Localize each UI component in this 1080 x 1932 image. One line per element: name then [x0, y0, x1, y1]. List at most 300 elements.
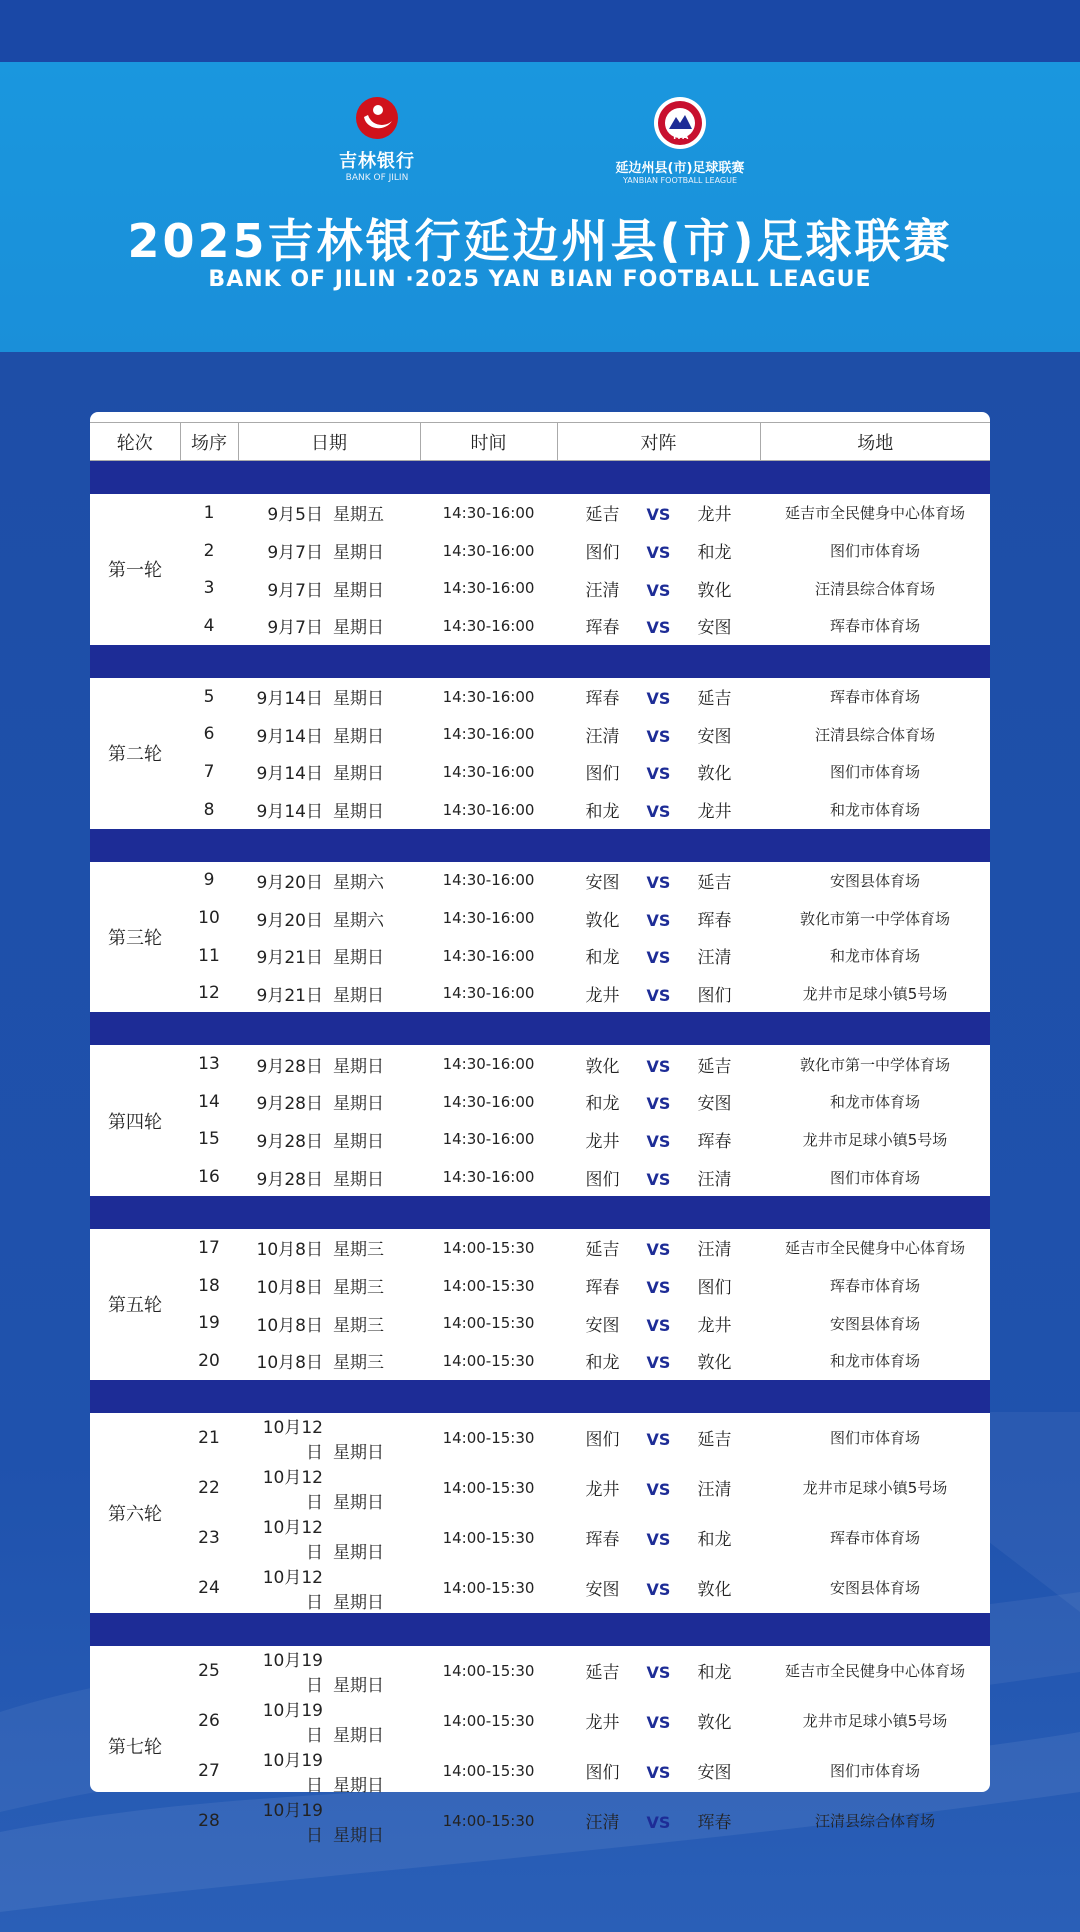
match-date-cell — [238, 937, 420, 975]
match-row — [90, 1513, 990, 1563]
matchup-cell — [557, 1746, 760, 1796]
match-weekday: 星期六 — [333, 910, 384, 931]
matchup-cell — [557, 1158, 760, 1196]
schedule-table — [90, 422, 990, 1846]
round-separator-bar — [90, 461, 990, 495]
matchup-cell — [557, 1045, 760, 1083]
home-team: 珲春 — [585, 1530, 620, 1551]
match-number: 4 — [203, 615, 215, 636]
vs-label: VS — [646, 689, 671, 709]
match-date: 10月8日 — [256, 1278, 323, 1299]
match-date: 10月8日 — [256, 1240, 323, 1261]
match-weekday: 星期日 — [333, 985, 384, 1006]
bank-logo-cn: 吉林银行 — [339, 151, 415, 172]
match-number: 19 — [198, 1313, 220, 1334]
match-row — [90, 1267, 990, 1305]
match-venue: 图们市体育场 — [829, 763, 920, 782]
away-team: 龙井 — [697, 802, 732, 823]
match-time: 14:30-16:00 — [442, 800, 535, 819]
vs-label: VS — [646, 726, 671, 746]
home-team: 珲春 — [585, 689, 620, 710]
match-row — [90, 1158, 990, 1196]
vs-label: VS — [646, 505, 671, 525]
away-team: 延吉 — [697, 1056, 732, 1077]
matchup-cell — [557, 791, 760, 829]
vs-label: VS — [646, 1278, 671, 1298]
league-logo — [600, 95, 760, 185]
away-team: 龙井 — [697, 505, 732, 526]
match-row — [90, 1083, 990, 1121]
match-date: 9月21日 — [256, 985, 323, 1006]
match-date-cell — [238, 1342, 420, 1380]
match-number: 23 — [198, 1527, 220, 1548]
match-venue: 延吉市全民健身中心体育场 — [784, 1662, 965, 1681]
match-row — [90, 975, 990, 1013]
round-label: 第三轮 — [108, 927, 162, 949]
match-date: 9月14日 — [256, 764, 323, 785]
match-venue: 珲春市体育场 — [829, 1277, 920, 1296]
matchup-cell — [557, 1342, 760, 1380]
matchup-cell — [557, 862, 760, 900]
matchup-cell — [557, 1463, 760, 1513]
round-separator-bar — [90, 1380, 990, 1413]
round-separator-bar — [90, 1613, 990, 1646]
match-date-cell — [238, 862, 420, 900]
matchup-cell — [557, 937, 760, 975]
home-team: 汪清 — [585, 726, 620, 747]
match-time: 14:00-15:30 — [442, 1276, 535, 1295]
home-team: 延吉 — [585, 1663, 620, 1684]
match-date-cell — [238, 607, 420, 645]
matchup-cell — [557, 1229, 760, 1267]
match-time: 14:30-16:00 — [442, 1130, 535, 1149]
match-venue: 安图县体育场 — [829, 871, 920, 890]
vs-label: VS — [646, 1813, 671, 1833]
home-team: 和龙 — [585, 948, 620, 969]
home-team: 和龙 — [585, 1353, 620, 1374]
round-label: 第四轮 — [108, 1111, 162, 1133]
home-team: 龙井 — [585, 985, 620, 1006]
vs-label: VS — [646, 1131, 671, 1151]
match-weekday: 星期日 — [333, 580, 384, 601]
home-team: 汪清 — [585, 1813, 620, 1834]
match-date-cell — [238, 494, 420, 532]
vs-label: VS — [646, 802, 671, 822]
match-time: 14:30-16:00 — [442, 946, 535, 965]
match-row — [90, 862, 990, 900]
match-number: 17 — [198, 1237, 220, 1258]
vs-label: VS — [646, 872, 671, 892]
home-team: 图们 — [585, 1169, 620, 1190]
home-team: 珲春 — [585, 1278, 620, 1299]
match-date-cell — [238, 1083, 420, 1121]
match-number: 28 — [198, 1810, 220, 1831]
round-separator-bar — [90, 645, 990, 678]
match-number: 13 — [198, 1054, 220, 1075]
match-venue: 珲春市体育场 — [829, 617, 920, 636]
match-time: 14:30-16:00 — [442, 871, 535, 890]
away-team: 和龙 — [697, 543, 732, 564]
match-date-cell — [238, 678, 420, 716]
column-header-date: 日期 — [238, 423, 420, 461]
match-number: 5 — [203, 686, 215, 707]
away-team: 图们 — [697, 1278, 732, 1299]
match-venue: 安图县体育场 — [829, 1579, 920, 1598]
match-row — [90, 569, 990, 607]
away-team: 安图 — [697, 618, 732, 639]
match-venue: 和龙市体育场 — [829, 801, 920, 820]
match-row — [90, 1121, 990, 1159]
away-team: 汪清 — [697, 1169, 732, 1190]
match-venue: 汪清县综合体育场 — [814, 579, 935, 598]
match-date-cell — [238, 975, 420, 1013]
match-row — [90, 1045, 990, 1083]
match-weekday: 星期日 — [333, 1825, 384, 1846]
match-weekday: 星期日 — [333, 543, 384, 564]
home-team: 安图 — [585, 872, 620, 893]
match-row — [90, 899, 990, 937]
match-time: 14:00-15:30 — [442, 1351, 535, 1370]
league-logo-en: YANBIAN FOOTBALL LEAGUE — [622, 176, 738, 185]
match-weekday: 星期日 — [333, 1131, 384, 1152]
match-venue: 图们市体育场 — [829, 542, 920, 561]
matchup-cell — [557, 1083, 760, 1121]
vs-label: VS — [646, 910, 671, 930]
matchup-cell — [557, 975, 760, 1013]
matchup-cell — [557, 532, 760, 570]
away-team: 和龙 — [697, 1530, 732, 1551]
matchup-cell — [557, 899, 760, 937]
round-label: 第一轮 — [108, 560, 162, 582]
match-number: 14 — [198, 1091, 220, 1112]
home-team: 延吉 — [585, 1240, 620, 1261]
match-weekday: 星期日 — [333, 802, 384, 823]
round-label: 第二轮 — [108, 744, 162, 766]
matchup-cell — [557, 494, 760, 532]
match-number: 15 — [198, 1129, 220, 1150]
match-date: 9月20日 — [256, 910, 323, 931]
away-team: 龙井 — [697, 1315, 732, 1336]
league-badge-icon — [652, 95, 708, 151]
column-header-round: 轮次 — [90, 423, 180, 461]
match-date: 9月5日 — [267, 505, 323, 526]
match-date: 9月7日 — [267, 618, 323, 639]
match-venue: 龙井市足球小镇5号场 — [802, 1479, 948, 1498]
vs-label: VS — [646, 618, 671, 638]
away-team: 和龙 — [697, 1663, 732, 1684]
bank-logo-en: BANK OF JILIN — [345, 173, 409, 183]
matchup-cell — [557, 1646, 760, 1696]
match-venue: 敦化市第一中学体育场 — [799, 909, 950, 928]
match-time: 14:30-16:00 — [442, 579, 535, 598]
vs-label: VS — [646, 1763, 671, 1783]
matchup-cell — [557, 1696, 760, 1746]
bank-of-jilin-logo — [322, 95, 432, 183]
home-team: 敦化 — [585, 1056, 620, 1077]
match-row — [90, 1304, 990, 1342]
home-team: 珲春 — [585, 618, 620, 639]
match-venue: 延吉市全民健身中心体育场 — [784, 504, 965, 523]
match-date-cell — [238, 569, 420, 607]
match-date: 9月28日 — [256, 1169, 323, 1190]
home-team: 和龙 — [585, 1094, 620, 1115]
away-team: 敦化 — [697, 1580, 732, 1601]
vs-label: VS — [646, 1353, 671, 1373]
match-time: 14:30-16:00 — [442, 616, 535, 635]
match-date-cell — [238, 715, 420, 753]
match-date-cell — [238, 791, 420, 829]
matchup-cell — [557, 1513, 760, 1563]
match-date-cell — [238, 1463, 420, 1513]
match-date: 9月7日 — [267, 580, 323, 601]
match-weekday: 星期日 — [333, 1542, 384, 1563]
match-weekday: 星期日 — [333, 1094, 384, 1115]
away-team: 珲春 — [697, 1131, 732, 1152]
match-date-cell — [238, 1304, 420, 1342]
match-number: 3 — [203, 578, 215, 599]
away-team: 安图 — [697, 1763, 732, 1784]
round-separator-bar — [90, 829, 990, 862]
column-header-venue: 场地 — [760, 423, 990, 461]
match-row — [90, 532, 990, 570]
match-weekday: 星期日 — [333, 1492, 384, 1513]
home-team: 图们 — [585, 764, 620, 785]
vs-label: VS — [646, 1580, 671, 1600]
match-number: 20 — [198, 1350, 220, 1371]
match-date-cell — [238, 1696, 420, 1746]
round-label: 第六轮 — [108, 1503, 162, 1525]
home-team: 图们 — [585, 543, 620, 564]
round-label: 第七轮 — [108, 1736, 162, 1758]
column-header-time: 时间 — [420, 423, 557, 461]
away-team: 汪清 — [697, 948, 732, 969]
match-time: 14:30-16:00 — [442, 1168, 535, 1187]
matchup-cell — [557, 1267, 760, 1305]
away-team: 延吉 — [697, 1430, 732, 1451]
match-time: 14:00-15:30 — [442, 1478, 535, 1497]
match-weekday: 星期日 — [333, 1056, 384, 1077]
match-row — [90, 1696, 990, 1746]
match-date-cell — [238, 1796, 420, 1846]
match-venue: 珲春市体育场 — [829, 1529, 920, 1548]
match-number: 26 — [198, 1710, 220, 1731]
match-number: 10 — [198, 908, 220, 929]
match-row — [90, 1796, 990, 1846]
match-date: 10月12日 — [262, 1567, 323, 1613]
match-time: 14:30-16:00 — [442, 1092, 535, 1111]
matchup-cell — [557, 1413, 760, 1463]
away-team: 敦化 — [697, 580, 732, 601]
match-weekday: 星期三 — [333, 1278, 384, 1299]
match-time: 14:00-15:30 — [442, 1578, 535, 1597]
match-time: 14:00-15:30 — [442, 1811, 535, 1830]
match-venue: 敦化市第一中学体育场 — [799, 1055, 950, 1074]
top-strip — [0, 0, 1080, 62]
match-weekday: 星期三 — [333, 1240, 384, 1261]
match-number: 18 — [198, 1275, 220, 1296]
match-date-cell — [238, 1746, 420, 1796]
vs-label: VS — [646, 1713, 671, 1733]
match-date: 10月12日 — [262, 1467, 323, 1513]
match-weekday: 星期五 — [333, 505, 384, 526]
match-number: 22 — [198, 1477, 220, 1498]
away-team: 敦化 — [697, 1353, 732, 1374]
match-time: 14:30-16:00 — [442, 541, 535, 560]
match-number: 9 — [203, 870, 215, 891]
match-date: 9月28日 — [256, 1056, 323, 1077]
match-weekday: 星期六 — [333, 872, 384, 893]
match-date: 10月8日 — [256, 1315, 323, 1336]
match-weekday: 星期三 — [333, 1353, 384, 1374]
match-number: 16 — [198, 1167, 220, 1188]
match-weekday: 星期三 — [333, 1315, 384, 1336]
vs-label: VS — [646, 1056, 671, 1076]
match-venue: 图们市体育场 — [829, 1168, 920, 1187]
home-team: 延吉 — [585, 505, 620, 526]
match-time: 14:00-15:30 — [442, 1761, 535, 1780]
table-header-row — [90, 423, 990, 461]
match-row — [90, 1746, 990, 1796]
match-date: 9月7日 — [267, 543, 323, 564]
match-date: 9月14日 — [256, 802, 323, 823]
match-date: 10月19日 — [262, 1750, 323, 1796]
vs-label: VS — [646, 764, 671, 784]
match-number: 27 — [198, 1760, 220, 1781]
match-number: 2 — [203, 540, 215, 561]
match-weekday: 星期日 — [333, 1725, 384, 1746]
matchup-cell — [557, 569, 760, 607]
round-separator-bar — [90, 1196, 990, 1229]
match-time: 14:00-15:30 — [442, 1711, 535, 1730]
page-subtitle: BANK OF JILIN ·2025 YAN BIAN FOOTBALL LEAGUE — [208, 267, 872, 292]
away-team: 敦化 — [697, 1713, 732, 1734]
match-row — [90, 937, 990, 975]
matchup-cell — [557, 1563, 760, 1613]
match-date-cell — [238, 1121, 420, 1159]
match-date: 9月21日 — [256, 948, 323, 969]
away-team: 图们 — [697, 985, 732, 1006]
match-venue: 汪清县综合体育场 — [814, 725, 935, 744]
match-weekday: 星期日 — [333, 948, 384, 969]
home-team: 图们 — [585, 1763, 620, 1784]
match-venue: 龙井市足球小镇5号场 — [802, 1130, 948, 1149]
match-time: 14:30-16:00 — [442, 503, 535, 522]
match-venue: 安图县体育场 — [829, 1314, 920, 1333]
away-team: 汪清 — [697, 1240, 732, 1261]
match-time: 14:00-15:30 — [442, 1528, 535, 1547]
schedule-body — [90, 461, 990, 1846]
match-date-cell — [238, 532, 420, 570]
match-weekday: 星期日 — [333, 1592, 384, 1613]
home-team: 龙井 — [585, 1480, 620, 1501]
match-row — [90, 678, 990, 716]
match-date-cell — [238, 1158, 420, 1196]
matchup-cell — [557, 607, 760, 645]
match-venue: 和龙市体育场 — [829, 947, 920, 966]
page-title: 2025吉林银行延边州县(市)足球联赛 — [127, 214, 953, 268]
match-venue: 图们市体育场 — [829, 1429, 920, 1448]
match-number: 11 — [198, 945, 220, 966]
match-date-cell — [238, 1413, 420, 1463]
matchup-cell — [557, 1121, 760, 1159]
matchup-cell — [557, 715, 760, 753]
away-team: 汪清 — [697, 1480, 732, 1501]
match-date-cell — [238, 1267, 420, 1305]
match-date: 9月20日 — [256, 872, 323, 893]
home-team: 安图 — [585, 1315, 620, 1336]
match-date-cell — [238, 1563, 420, 1613]
match-row — [90, 1413, 990, 1463]
vs-label: VS — [646, 1663, 671, 1683]
column-header-matchup: 对阵 — [557, 423, 760, 461]
vs-label: VS — [646, 948, 671, 968]
match-row — [90, 791, 990, 829]
match-date: 9月14日 — [256, 726, 323, 747]
match-number: 8 — [203, 799, 215, 820]
matchup-cell — [557, 1796, 760, 1846]
match-row — [90, 494, 990, 532]
match-time: 14:00-15:30 — [442, 1238, 535, 1257]
match-time: 14:30-16:00 — [442, 762, 535, 781]
match-time: 14:00-15:30 — [442, 1661, 535, 1680]
home-team: 安图 — [585, 1580, 620, 1601]
match-date-cell — [238, 1229, 420, 1267]
match-row — [90, 1463, 990, 1513]
match-venue: 图们市体育场 — [829, 1762, 920, 1781]
home-team: 龙井 — [585, 1713, 620, 1734]
match-venue: 珲春市体育场 — [829, 688, 920, 707]
away-team: 珲春 — [697, 1813, 732, 1834]
match-date-cell — [238, 1045, 420, 1083]
match-time: 14:00-15:30 — [442, 1314, 535, 1333]
match-venue: 延吉市全民健身中心体育场 — [784, 1239, 965, 1258]
match-date: 9月14日 — [256, 689, 323, 710]
home-team: 龙井 — [585, 1131, 620, 1152]
league-badge-text: YFA — [671, 132, 689, 141]
match-date: 10月12日 — [262, 1517, 323, 1563]
away-team: 安图 — [697, 726, 732, 747]
match-time: 14:30-16:00 — [442, 1055, 535, 1074]
match-venue: 和龙市体育场 — [829, 1352, 920, 1371]
match-number: 6 — [203, 724, 215, 745]
match-number: 25 — [198, 1660, 220, 1681]
match-row — [90, 1646, 990, 1696]
match-date-cell — [238, 1646, 420, 1696]
match-date-cell — [238, 753, 420, 791]
vs-label: VS — [646, 1240, 671, 1260]
match-weekday: 星期日 — [333, 1169, 384, 1190]
match-weekday: 星期日 — [333, 764, 384, 785]
league-logo-cn: 延边州县(市)足球联赛 — [615, 161, 745, 176]
match-venue: 和龙市体育场 — [829, 1093, 920, 1112]
match-number: 1 — [203, 502, 215, 523]
match-row — [90, 753, 990, 791]
match-date: 10月8日 — [256, 1353, 323, 1374]
match-weekday: 星期日 — [333, 726, 384, 747]
match-row — [90, 1563, 990, 1613]
column-header-match-no: 场序 — [180, 423, 238, 461]
home-team: 敦化 — [585, 910, 620, 931]
bank-logo-icon — [354, 95, 400, 141]
matchup-cell — [557, 753, 760, 791]
away-team: 珲春 — [697, 910, 732, 931]
schedule-card — [90, 412, 990, 1846]
vs-label: VS — [646, 1530, 671, 1550]
vs-label: VS — [646, 985, 671, 1005]
match-time: 14:30-16:00 — [442, 725, 535, 744]
vs-label: VS — [646, 1315, 671, 1335]
matchup-cell — [557, 678, 760, 716]
